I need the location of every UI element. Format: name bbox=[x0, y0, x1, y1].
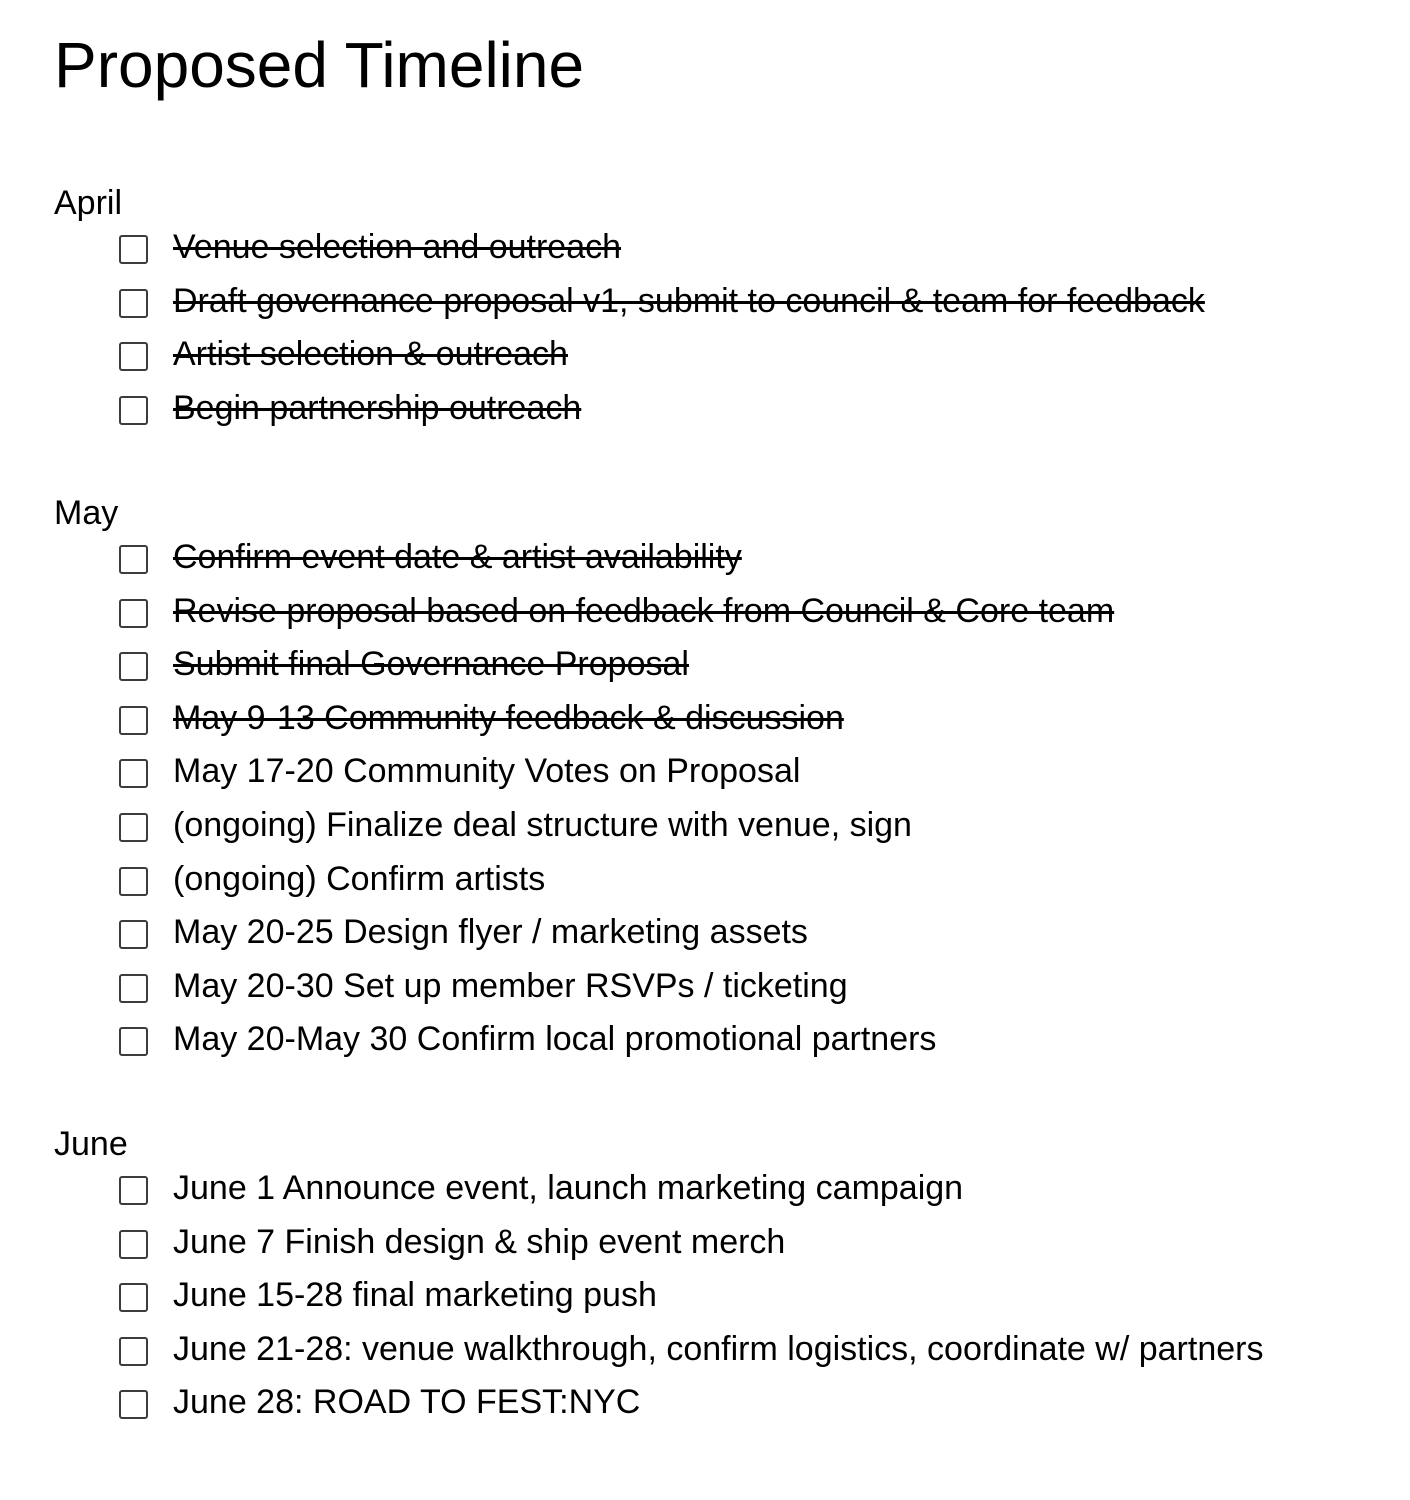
checklist-item[interactable] bbox=[0, 583, 1380, 637]
checklist-item[interactable] bbox=[0, 1374, 1380, 1428]
checkbox[interactable] bbox=[119, 867, 148, 896]
checklist-item[interactable] bbox=[0, 380, 1380, 434]
checkbox[interactable] bbox=[119, 706, 148, 735]
checklist bbox=[0, 219, 1380, 433]
checklist bbox=[0, 529, 1380, 1065]
checklist-item[interactable] bbox=[0, 273, 1380, 327]
checklist-item[interactable] bbox=[0, 958, 1380, 1012]
checklist-item[interactable] bbox=[0, 690, 1380, 744]
checklist-item[interactable] bbox=[0, 1011, 1380, 1065]
checklist-item-label: June 7 Finish design & ship event merch bbox=[173, 1222, 786, 1261]
checklist-item[interactable] bbox=[0, 743, 1380, 797]
checklist-item[interactable] bbox=[0, 326, 1380, 380]
checklist-item[interactable] bbox=[0, 1160, 1380, 1214]
checklist-item-label: Confirm event date & artist availability bbox=[173, 538, 742, 576]
checkbox[interactable] bbox=[119, 759, 148, 788]
checklist-item-label: May 20-30 Set up member RSVPs / ticketing bbox=[173, 966, 848, 1005]
checkbox[interactable] bbox=[119, 813, 148, 842]
checklist-item-label: Revise proposal based on feedback from Council & Core team bbox=[173, 591, 1115, 630]
checkbox[interactable] bbox=[119, 1176, 148, 1205]
checkbox[interactable] bbox=[119, 235, 148, 264]
checklist-item[interactable] bbox=[0, 1214, 1380, 1268]
month-heading: April bbox=[54, 184, 123, 222]
checkbox[interactable] bbox=[119, 289, 148, 318]
checklist-item[interactable] bbox=[0, 636, 1380, 690]
checklist-item-label: May 17-20 Community Votes on Proposal bbox=[173, 752, 801, 791]
checklist bbox=[0, 1160, 1380, 1428]
checkbox[interactable] bbox=[119, 599, 148, 628]
checkbox[interactable] bbox=[119, 1027, 148, 1056]
checkbox[interactable] bbox=[119, 1390, 148, 1419]
checkbox[interactable] bbox=[119, 974, 148, 1003]
checkbox[interactable] bbox=[119, 652, 148, 681]
checklist-item[interactable] bbox=[0, 904, 1380, 958]
checklist-item[interactable] bbox=[0, 1321, 1380, 1375]
checklist-item-label: (ongoing) Confirm artists bbox=[173, 859, 546, 898]
checklist-item-label: Submit final Governance Proposal bbox=[173, 645, 689, 684]
checkbox[interactable] bbox=[119, 1337, 148, 1366]
checklist-item-label: May 9-13 Community feedback & discussion bbox=[173, 698, 844, 737]
page-title: Proposed Timeline bbox=[54, 29, 585, 101]
checkbox[interactable] bbox=[119, 342, 148, 371]
checklist-item-label: June 28: ROAD TO FEST:NYC bbox=[173, 1383, 641, 1422]
month-heading: June bbox=[54, 1125, 128, 1163]
checklist-item-label: Begin partnership outreach bbox=[173, 388, 582, 427]
month-heading: May bbox=[54, 494, 119, 532]
checklist-item-label: June 15-28 final marketing push bbox=[173, 1276, 657, 1315]
checkbox[interactable] bbox=[119, 396, 148, 425]
checklist-item-label: June 21-28: venue walkthrough, confirm logistics, coordinate w/ partners bbox=[173, 1329, 1264, 1368]
checklist-item-label: Venue selection and outreach bbox=[173, 228, 622, 266]
checklist-item-label: Draft governance proposal v1, submit to council & team for feedback bbox=[173, 281, 1205, 320]
checklist-item-label: May 20-May 30 Confirm local promotional partners bbox=[173, 1020, 937, 1059]
checkbox[interactable] bbox=[119, 1283, 148, 1312]
checkbox[interactable] bbox=[119, 1230, 148, 1259]
checklist-item-label: (ongoing) Finalize deal structure with venue, sign bbox=[173, 805, 912, 844]
checklist-item-label: Artist selection & outreach bbox=[173, 335, 568, 374]
checklist-item[interactable] bbox=[0, 851, 1380, 905]
checklist-item[interactable] bbox=[0, 797, 1380, 851]
checkbox[interactable] bbox=[119, 920, 148, 949]
checklist-item[interactable] bbox=[0, 1267, 1380, 1321]
checklist-item-label: June 1 Announce event, launch marketing campaign bbox=[173, 1169, 964, 1207]
checkbox[interactable] bbox=[119, 545, 148, 574]
checklist-item[interactable] bbox=[0, 529, 1380, 583]
checklist-item-label: May 20-25 Design flyer / marketing assets bbox=[173, 913, 808, 952]
checklist-item[interactable] bbox=[0, 219, 1380, 273]
